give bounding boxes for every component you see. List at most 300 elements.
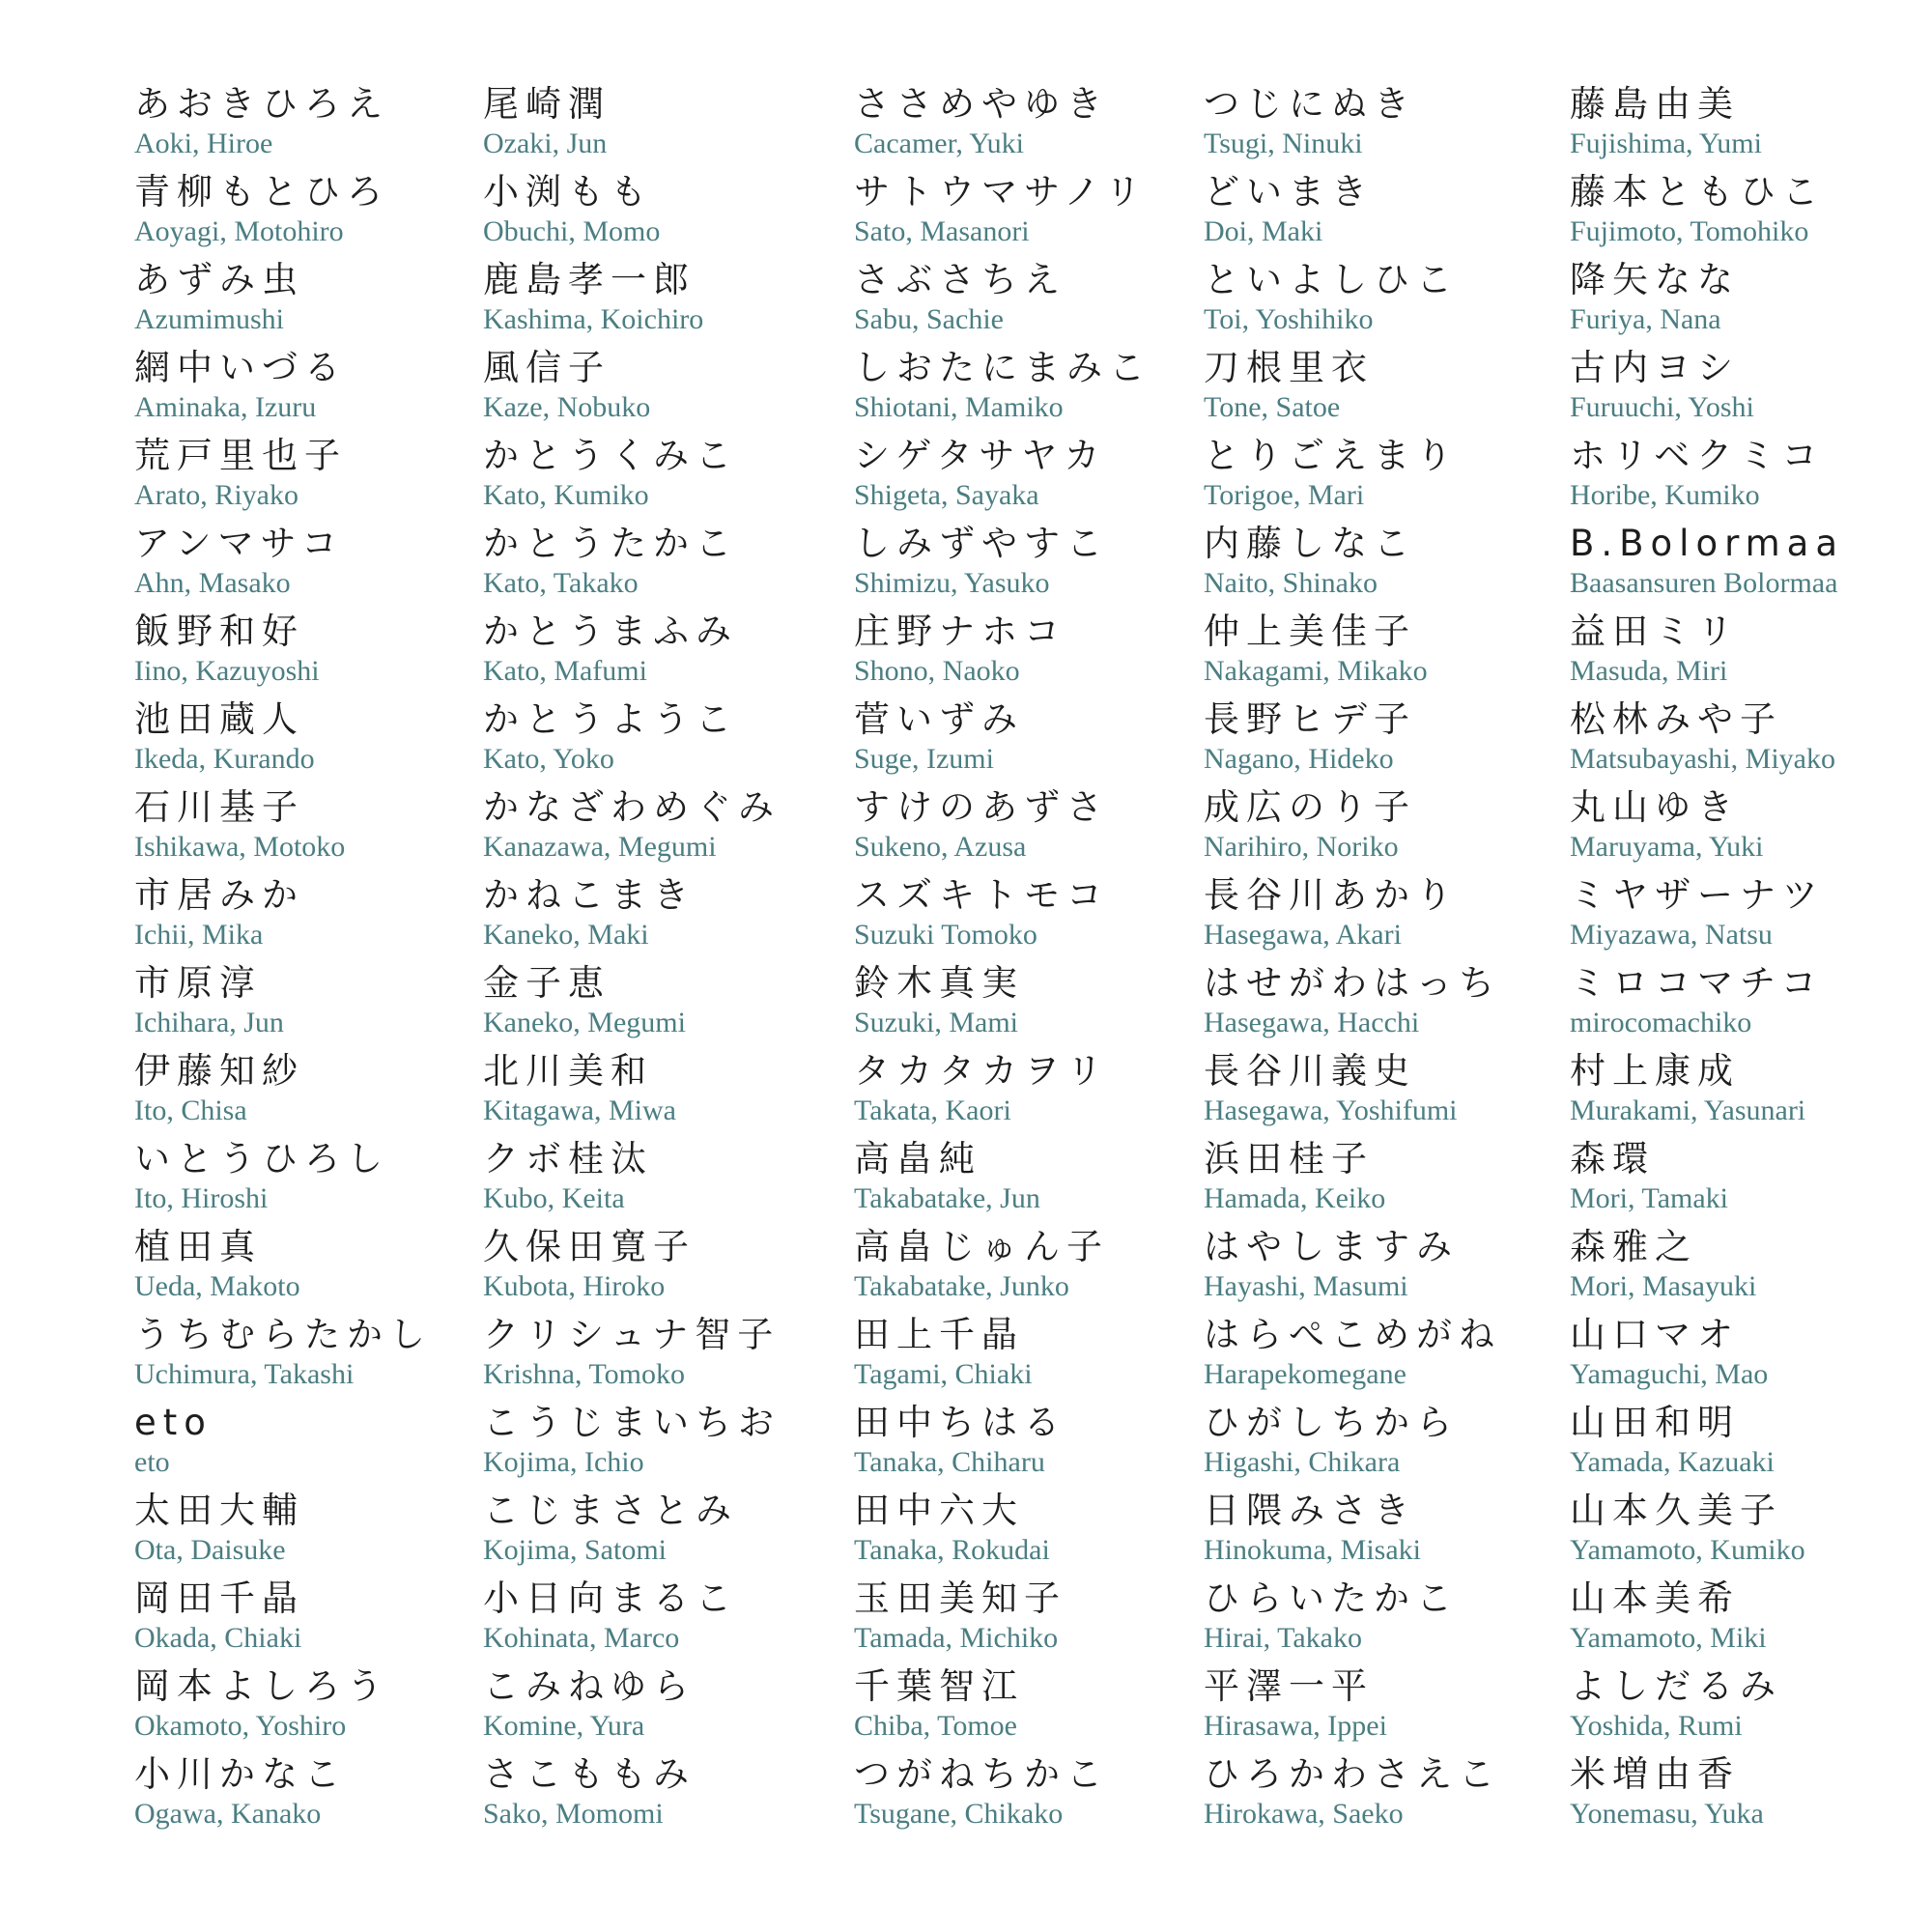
name-entry — [1570, 1753, 1898, 1841]
name-entry — [483, 83, 811, 171]
romanized-name: Kitagawa, Miwa — [483, 1094, 676, 1126]
japanese-name: 刀根里衣 — [1204, 347, 1374, 388]
romanized-name: Kaze, Nobuko — [483, 391, 651, 423]
name-entry — [483, 1490, 811, 1577]
romanized-name: Tone, Satoe — [1204, 391, 1341, 423]
name-column — [1204, 83, 1532, 1841]
romanized-name: Sukeno, Azusa — [854, 831, 1027, 863]
romanized-name: Ichihara, Jun — [134, 1007, 284, 1038]
name-entry — [134, 171, 463, 259]
japanese-name: こうじまいちお — [483, 1402, 781, 1443]
romanized-name: Krishna, Tomoko — [483, 1358, 686, 1390]
romanized-name: Hirasawa, Ippei — [1204, 1710, 1387, 1742]
japanese-name: 山田和明 — [1570, 1402, 1740, 1443]
name-entry — [1204, 259, 1532, 347]
name-entry — [483, 1665, 811, 1753]
name-entry — [1570, 259, 1898, 347]
name-entry — [1570, 1402, 1898, 1490]
name-entry — [483, 1226, 811, 1314]
name-entry — [854, 259, 1182, 347]
japanese-name: あおきひろえ — [134, 83, 389, 125]
name-entry — [134, 1490, 463, 1577]
japanese-name: 山本美希 — [1570, 1577, 1740, 1619]
japanese-name: どいまき — [1204, 171, 1374, 213]
japanese-name: 市原淳 — [134, 962, 262, 1004]
name-entry — [134, 786, 463, 874]
romanized-name: Yoshida, Rumi — [1570, 1710, 1743, 1742]
name-entry — [1204, 786, 1532, 874]
name-entry — [854, 523, 1182, 611]
japanese-name: ミヤザーナツ — [1570, 874, 1825, 916]
japanese-name: しみずやすこ — [854, 523, 1109, 564]
romanized-name: Hinokuma, Misaki — [1204, 1534, 1421, 1566]
name-entry — [483, 523, 811, 611]
romanized-name: Ogawa, Kanako — [134, 1798, 322, 1830]
japanese-name: ひろかわさえこ — [1204, 1753, 1501, 1795]
name-entry — [134, 698, 463, 786]
romanized-name: Tanaka, Chiharu — [854, 1446, 1045, 1478]
romanized-name: Hamada, Keiko — [1204, 1182, 1386, 1214]
romanized-name: Cacamer, Yuki — [854, 128, 1024, 159]
romanized-name: Kato, Takako — [483, 567, 639, 599]
romanized-name: Hayashi, Masumi — [1204, 1270, 1408, 1302]
romanized-name: Obuchi, Momo — [483, 215, 661, 247]
romanized-name: Hasegawa, Hacchi — [1204, 1007, 1420, 1038]
japanese-name: 平澤一平 — [1204, 1665, 1374, 1707]
name-entry — [1570, 1665, 1898, 1753]
name-entry — [854, 1050, 1182, 1138]
name-entry — [483, 786, 811, 874]
japanese-name: 岡本よしろう — [134, 1665, 389, 1707]
romanized-name: Takabatake, Junko — [854, 1270, 1069, 1302]
name-entry — [483, 259, 811, 347]
romanized-name: Takabatake, Jun — [854, 1182, 1040, 1214]
romanized-name: Tsugane, Chikako — [854, 1798, 1064, 1830]
name-entry — [1570, 611, 1898, 698]
romanized-name: Furiya, Nana — [1570, 303, 1721, 335]
name-entry — [1204, 523, 1532, 611]
japanese-name: 千葉智江 — [854, 1665, 1024, 1707]
name-entry — [134, 1138, 463, 1226]
romanized-name: Yamada, Kazuaki — [1570, 1446, 1775, 1478]
romanized-name: Tsugi, Ninuki — [1204, 128, 1363, 159]
name-entry — [854, 1665, 1182, 1753]
japanese-name: ひらいたかこ — [1204, 1577, 1459, 1619]
romanized-name: Horibe, Kumiko — [1570, 479, 1760, 511]
name-entry — [134, 1665, 463, 1753]
japanese-name: 岡田千晶 — [134, 1577, 304, 1619]
romanized-name: Shigeta, Sayaka — [854, 479, 1039, 511]
japanese-name: eto — [134, 1402, 213, 1443]
japanese-name: 仲上美佳子 — [1204, 611, 1416, 652]
romanized-name: Furuuchi, Yoshi — [1570, 391, 1754, 423]
name-entry — [854, 786, 1182, 874]
romanized-name: Mori, Masayuki — [1570, 1270, 1757, 1302]
name-entry — [1204, 1226, 1532, 1314]
romanized-name: Yonemasu, Yuka — [1570, 1798, 1764, 1830]
japanese-name: 太田大輔 — [134, 1490, 304, 1531]
japanese-name: ホリベクミコ — [1570, 435, 1825, 476]
name-column — [1570, 83, 1898, 1841]
japanese-name: 北川美和 — [483, 1050, 653, 1092]
japanese-name: 池田蔵人 — [134, 698, 304, 740]
name-entry — [1570, 1577, 1898, 1665]
name-entry — [134, 1050, 463, 1138]
romanized-name: Kato, Yoko — [483, 743, 614, 775]
romanized-name: Komine, Yura — [483, 1710, 645, 1742]
romanized-name: Takata, Kaori — [854, 1094, 1011, 1126]
name-entry — [1204, 1402, 1532, 1490]
romanized-name: Tanaka, Rokudai — [854, 1534, 1050, 1566]
romanized-name: Ito, Hiroshi — [134, 1182, 269, 1214]
romanized-name: Okamoto, Yoshiro — [134, 1710, 347, 1742]
romanized-name: Arato, Riyako — [134, 479, 298, 511]
japanese-name: かねこまき — [483, 874, 696, 916]
romanized-name: Nagano, Hideko — [1204, 743, 1394, 775]
name-entry — [1204, 83, 1532, 171]
name-entry — [134, 1753, 463, 1841]
romanized-name: mirocomachiko — [1570, 1007, 1752, 1038]
japanese-name: 金子恵 — [483, 962, 611, 1004]
name-entry — [483, 698, 811, 786]
romanized-name: Ueda, Makoto — [134, 1270, 300, 1302]
japanese-name: 丸山ゆき — [1570, 786, 1740, 828]
name-entry — [134, 611, 463, 698]
romanized-name: Narihiro, Noriko — [1204, 831, 1399, 863]
name-entry — [854, 347, 1182, 435]
romanized-name: Yamamoto, Kumiko — [1570, 1534, 1805, 1566]
romanized-name: Ichii, Mika — [134, 919, 264, 951]
japanese-name: はやしますみ — [1204, 1226, 1459, 1267]
japanese-name: 長谷川義史 — [1204, 1050, 1416, 1092]
romanized-name: Aoyagi, Motohiro — [134, 215, 344, 247]
japanese-name: さぶさちえ — [854, 259, 1066, 300]
name-entry — [483, 435, 811, 523]
name-entry — [1570, 1314, 1898, 1402]
japanese-name: かとうたかこ — [483, 523, 738, 564]
japanese-name: 山口マオ — [1570, 1314, 1740, 1355]
romanized-name: Sako, Momomi — [483, 1798, 664, 1830]
romanized-name: Uchimura, Takashi — [134, 1358, 355, 1390]
japanese-name: とりごえまり — [1204, 435, 1459, 476]
name-entry — [854, 874, 1182, 962]
romanized-name: Kaneko, Maki — [483, 919, 649, 951]
japanese-name: こみねゆら — [483, 1665, 696, 1707]
name-entry — [134, 962, 463, 1050]
romanized-name: Murakami, Yasunari — [1570, 1094, 1806, 1126]
romanized-name: Toi, Yoshihiko — [1204, 303, 1374, 335]
japanese-name: 内藤しなこ — [1204, 523, 1416, 564]
name-entry — [1570, 698, 1898, 786]
name-entry — [1204, 1314, 1532, 1402]
romanized-name: Okada, Chiaki — [134, 1622, 302, 1654]
romanized-name: Suge, Izumi — [854, 743, 994, 775]
name-entry — [854, 1314, 1182, 1402]
japanese-name: サトウマサノリ — [854, 171, 1148, 213]
romanized-name: Naito, Shinako — [1204, 567, 1378, 599]
romanized-name: Ahn, Masako — [134, 567, 291, 599]
romanized-name: Kojima, Satomi — [483, 1534, 667, 1566]
name-entry — [1204, 347, 1532, 435]
romanized-name: Ota, Daisuke — [134, 1534, 286, 1566]
romanized-name: Shimizu, Yasuko — [854, 567, 1050, 599]
japanese-name: 成広のり子 — [1204, 786, 1416, 828]
romanized-name: Azumimushi — [134, 303, 284, 335]
romanized-name: Hirokawa, Saeko — [1204, 1798, 1404, 1830]
name-entry — [1204, 435, 1532, 523]
name-entry — [854, 1490, 1182, 1577]
name-entry — [1204, 1665, 1532, 1753]
japanese-name: 鹿島孝一郎 — [483, 259, 696, 300]
romanized-name: Kaneko, Megumi — [483, 1007, 686, 1038]
japanese-name: しおたにまみこ — [854, 347, 1151, 388]
japanese-name: といよしひこ — [1204, 259, 1459, 300]
romanized-name: Kato, Mafumi — [483, 655, 647, 687]
romanized-name: Higashi, Chikara — [1204, 1446, 1401, 1478]
romanized-name: Tagami, Chiaki — [854, 1358, 1033, 1390]
name-entry — [483, 347, 811, 435]
name-entry — [1204, 1577, 1532, 1665]
romanized-name: Sabu, Sachie — [854, 303, 1004, 335]
japanese-name: ミロコマチコ — [1570, 962, 1824, 1004]
name-entry — [1204, 698, 1532, 786]
japanese-name: かとうくみこ — [483, 435, 738, 476]
japanese-name: 伊藤知紗 — [134, 1050, 304, 1092]
japanese-name: さこももみ — [483, 1753, 696, 1795]
name-entry — [1570, 1490, 1898, 1577]
name-entry — [134, 435, 463, 523]
japanese-name: 田上千晶 — [854, 1314, 1024, 1355]
japanese-name: 鈴木真実 — [854, 962, 1024, 1004]
romanized-name: Shiotani, Mamiko — [854, 391, 1064, 423]
japanese-name: うちむらたかし — [134, 1314, 432, 1355]
japanese-name: 小渕もも — [483, 171, 653, 213]
name-entry — [483, 1138, 811, 1226]
name-entry — [483, 962, 811, 1050]
japanese-name: 庄野ナホコ — [854, 611, 1066, 652]
romanized-name: Suzuki Tomoko — [854, 919, 1037, 951]
romanized-name: Kato, Kumiko — [483, 479, 649, 511]
romanized-name: Hasegawa, Yoshifumi — [1204, 1094, 1458, 1126]
name-entry — [1570, 1138, 1898, 1226]
japanese-name: ひがしちから — [1204, 1402, 1459, 1443]
japanese-name: 田中六大 — [854, 1490, 1024, 1531]
japanese-name: タカタカヲリ — [854, 1050, 1109, 1092]
japanese-name: つじにぬき — [1204, 83, 1416, 125]
romanized-name: Kubo, Keita — [483, 1182, 625, 1214]
name-entry — [1204, 874, 1532, 962]
japanese-name: 久保田寛子 — [483, 1226, 696, 1267]
romanized-name: Harapekomegane — [1204, 1358, 1406, 1390]
romanized-name: Aminaka, Izuru — [134, 391, 317, 423]
name-entry — [854, 83, 1182, 171]
name-entry — [854, 435, 1182, 523]
name-entry — [854, 1577, 1182, 1665]
romanized-name: Chiba, Tomoe — [854, 1710, 1017, 1742]
romanized-name: Doi, Maki — [1204, 215, 1323, 247]
japanese-name: 網中いづる — [134, 347, 347, 388]
romanized-name: Baasansuren Bolormaa — [1570, 567, 1838, 599]
name-entry — [1570, 347, 1898, 435]
japanese-name: クボ桂汰 — [483, 1138, 653, 1179]
romanized-name: Ishikawa, Motoko — [134, 831, 346, 863]
name-entry — [134, 1226, 463, 1314]
name-entry — [854, 1753, 1182, 1841]
name-entry — [854, 1226, 1182, 1314]
japanese-name: 石川基子 — [134, 786, 304, 828]
japanese-name: あずみ虫 — [134, 259, 304, 300]
romanized-name: Suzuki, Mami — [854, 1007, 1018, 1038]
japanese-name: 森雅之 — [1570, 1226, 1697, 1267]
romanized-name: Miyazawa, Natsu — [1570, 919, 1773, 951]
japanese-name: 小日向まるこ — [483, 1577, 738, 1619]
japanese-name: 風信子 — [483, 347, 611, 388]
romanized-name: Torigoe, Mari — [1204, 479, 1365, 511]
name-entry — [134, 874, 463, 962]
japanese-name: アンマサコ — [134, 523, 345, 564]
japanese-name: クリシュナ智子 — [483, 1314, 781, 1355]
name-entry — [134, 83, 463, 171]
japanese-name: はせがわはっち — [1204, 962, 1501, 1004]
japanese-name: つがねちかこ — [854, 1753, 1109, 1795]
romanized-name: Nakagami, Mikako — [1204, 655, 1428, 687]
japanese-name: 浜田桂子 — [1204, 1138, 1374, 1179]
name-entry — [1204, 1050, 1532, 1138]
romanized-name: Iino, Kazuyoshi — [134, 655, 320, 687]
japanese-name: 市居みか — [134, 874, 304, 916]
japanese-name: ささめやゆき — [854, 83, 1109, 125]
name-entry — [854, 1402, 1182, 1490]
romanized-name: Sato, Masanori — [854, 215, 1030, 247]
name-entry — [1204, 611, 1532, 698]
japanese-name: シゲタサヤカ — [854, 435, 1107, 476]
name-entry — [854, 611, 1182, 698]
name-entry — [1570, 1226, 1898, 1314]
name-entry — [483, 874, 811, 962]
japanese-name: スズキトモコ — [854, 874, 1109, 916]
japanese-name: 村上康成 — [1570, 1050, 1740, 1092]
japanese-name: 益田ミリ — [1570, 611, 1740, 652]
romanized-name: Ito, Chisa — [134, 1094, 247, 1126]
name-entry — [854, 171, 1182, 259]
name-entry — [483, 1577, 811, 1665]
japanese-name: かなざわめぐみ — [483, 786, 781, 828]
name-entry — [1204, 171, 1532, 259]
name-entry — [1204, 1138, 1532, 1226]
romanized-name: Masuda, Miri — [1570, 655, 1728, 687]
romanized-name: Kubota, Hiroko — [483, 1270, 666, 1302]
japanese-name: 長谷川あかり — [1204, 874, 1459, 916]
romanized-name: Fujishima, Yumi — [1570, 128, 1762, 159]
japanese-name: 高畠純 — [854, 1138, 981, 1179]
name-entry — [483, 171, 811, 259]
romanized-name: Yamamoto, Miki — [1570, 1622, 1767, 1654]
japanese-name: 尾崎潤 — [483, 83, 611, 125]
name-entry — [483, 1753, 811, 1841]
romanized-name: Tamada, Michiko — [854, 1622, 1059, 1654]
romanized-name: Ikeda, Kurando — [134, 743, 315, 775]
romanized-name: eto — [134, 1446, 170, 1478]
japanese-name: 森環 — [1570, 1138, 1655, 1179]
romanized-name: Fujimoto, Tomohiko — [1570, 215, 1809, 247]
romanized-name: Kohinata, Marco — [483, 1622, 680, 1654]
japanese-name: 長野ヒデ子 — [1204, 698, 1416, 740]
name-entry — [134, 523, 463, 611]
japanese-name: かとうまふみ — [483, 611, 738, 652]
japanese-name: 藤島由美 — [1570, 83, 1740, 125]
japanese-name: こじまさとみ — [483, 1490, 738, 1531]
japanese-name: 米増由香 — [1570, 1753, 1740, 1795]
romanized-name: Aoki, Hiroe — [134, 128, 273, 159]
name-entry — [1204, 1753, 1532, 1841]
japanese-name: 玉田美知子 — [854, 1577, 1066, 1619]
japanese-name: 降矢なな — [1570, 259, 1740, 300]
name-entry — [854, 698, 1182, 786]
japanese-name: いとうひろし — [134, 1138, 389, 1179]
name-entry — [134, 1314, 463, 1402]
name-entry — [1570, 523, 1898, 611]
japanese-name: 青柳もとひろ — [134, 171, 389, 213]
romanized-name: Hasegawa, Akari — [1204, 919, 1402, 951]
japanese-name: すけのあずさ — [854, 786, 1109, 828]
name-entry — [1204, 1490, 1532, 1577]
name-column — [483, 83, 811, 1841]
japanese-name: 小川かなこ — [134, 1753, 347, 1795]
romanized-name: Kojima, Ichio — [483, 1446, 644, 1478]
name-entry — [1570, 874, 1898, 962]
japanese-name: 飯野和好 — [134, 611, 304, 652]
romanized-name: Ozaki, Jun — [483, 128, 608, 159]
name-entry — [483, 611, 811, 698]
romanized-name: Maruyama, Yuki — [1570, 831, 1764, 863]
name-entry — [483, 1402, 811, 1490]
name-entry — [1570, 83, 1898, 171]
romanized-name: Mori, Tamaki — [1570, 1182, 1728, 1214]
name-entry — [483, 1314, 811, 1402]
japanese-name: 松林みや子 — [1570, 698, 1782, 740]
romanized-name: Kanazawa, Megumi — [483, 831, 717, 863]
name-entry — [1570, 1050, 1898, 1138]
name-entry — [134, 259, 463, 347]
name-entry — [854, 1138, 1182, 1226]
romanized-name: Shono, Naoko — [854, 655, 1020, 687]
name-column — [854, 83, 1182, 1841]
japanese-name: 藤本ともひこ — [1570, 171, 1825, 213]
japanese-name: B.Bolormaa — [1570, 523, 1845, 564]
japanese-name: 菅いずみ — [854, 698, 1024, 740]
name-column — [134, 83, 463, 1841]
name-entry — [1570, 435, 1898, 523]
romanized-name: Matsubayashi, Miyako — [1570, 743, 1835, 775]
name-entry — [1570, 962, 1898, 1050]
name-entry — [134, 1577, 463, 1665]
name-entry — [1570, 786, 1898, 874]
japanese-name: 山本久美子 — [1570, 1490, 1782, 1531]
name-entry — [854, 962, 1182, 1050]
name-entry — [1570, 171, 1898, 259]
japanese-name: 田中ちはる — [854, 1402, 1066, 1443]
romanized-name: Kashima, Koichiro — [483, 303, 704, 335]
japanese-name: 植田真 — [134, 1226, 262, 1267]
japanese-name: 高畠じゅん子 — [854, 1226, 1109, 1267]
japanese-name: はらぺこめがね — [1204, 1314, 1501, 1355]
japanese-name: 日隈みさき — [1204, 1490, 1416, 1531]
romanized-name: Hirai, Takako — [1204, 1622, 1362, 1654]
japanese-name: 荒戸里也子 — [134, 435, 347, 476]
name-entry — [134, 347, 463, 435]
name-entry — [483, 1050, 811, 1138]
name-entry — [1204, 962, 1532, 1050]
